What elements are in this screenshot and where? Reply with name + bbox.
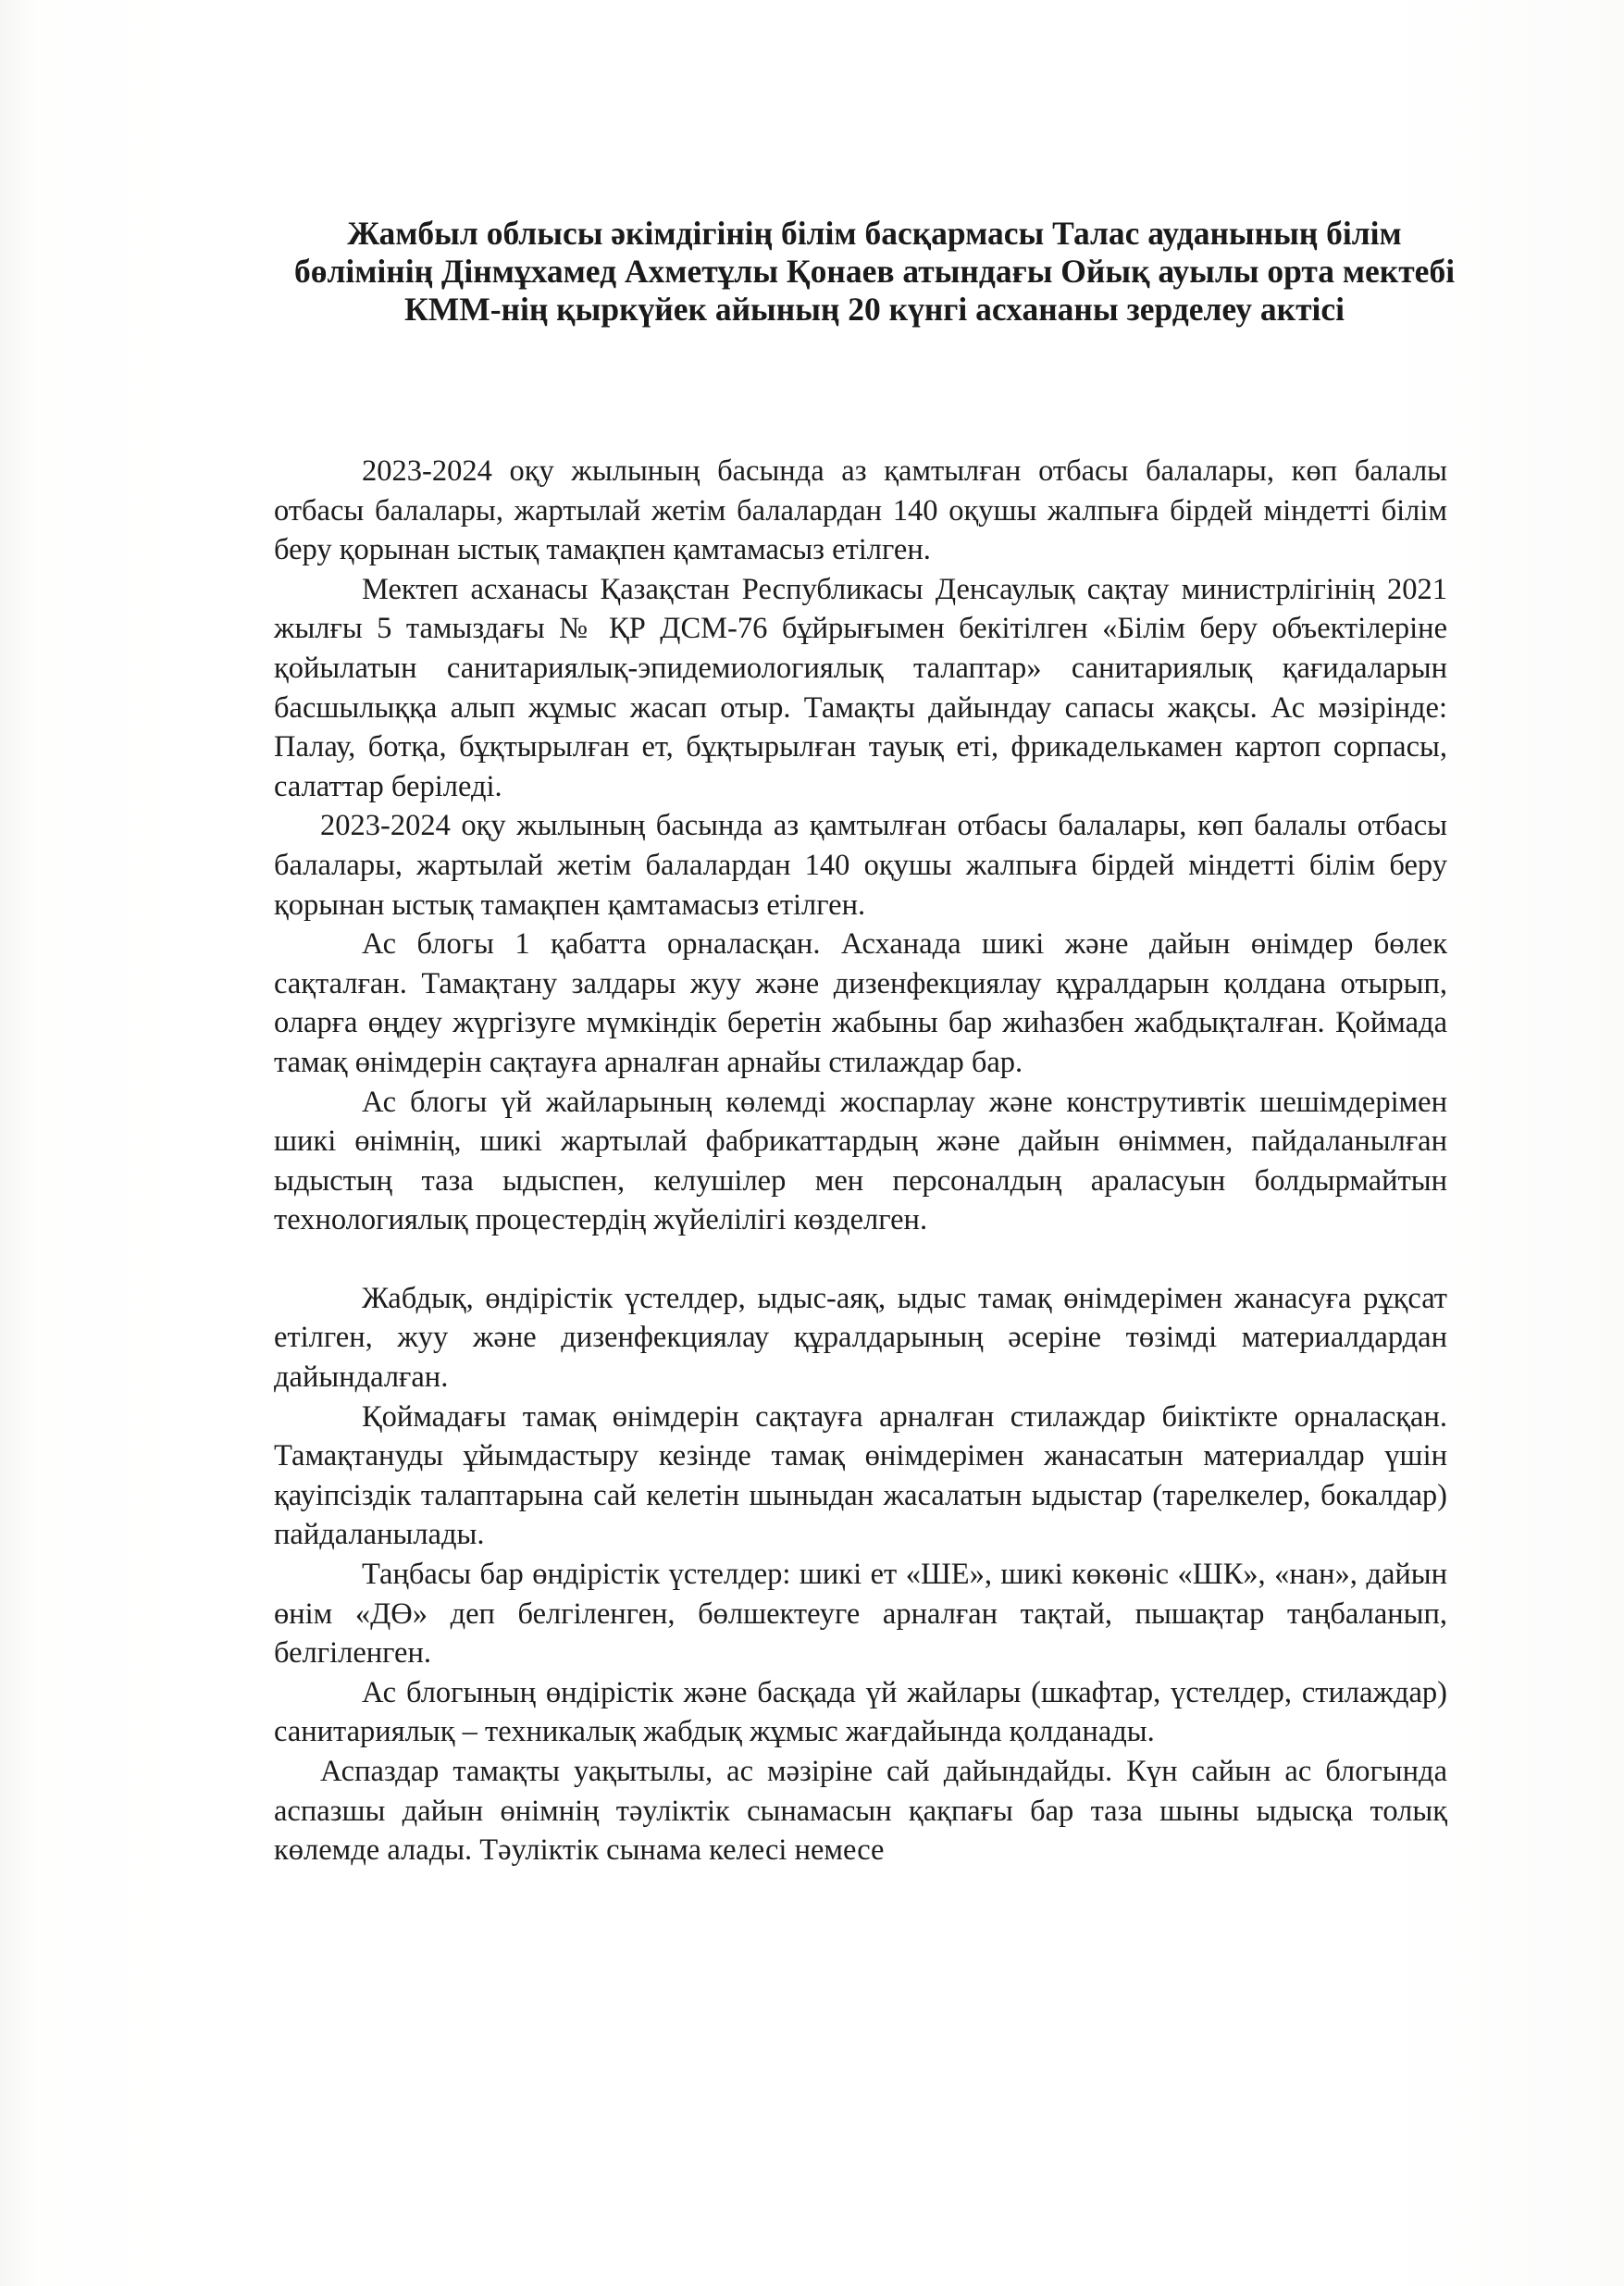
paragraph-10: Аспаздар тамақты уақытылы, ас мәзіріне сай дайындайды. Күн сайын ас блогында аспазшы дайын өнімнің тәуліктік сынамасын қақпағы бар таза шыны ыдысқа толық көлемде алады. Тәуліктік сынама келесі немесе <box>274 1755 1447 1868</box>
paragraph-8: Таңбасы бар өндірістік үстелдер: шикі ет «ШЕ», шикі көкөніс «ШК», «нан», дайын өнім «ДӨ» деп белгіленген, бөлшектеуге арналған тақтай, пышақтар таңбаланып, белгіленген. <box>274 1558 1447 1671</box>
document-body <box>274 452 1447 1870</box>
paragraph-5: Ас блогы үй жайларының көлемді жоспарлау және конструтивтік шешімдерімен шикі өнімнің, шикі жартылай фабрикаттардың және дайын өніммен, пайдаланылған ыдыстың таза ыдыспен, келушілер мен персоналдың араласуын болдырмайтын технологиялық процестердің жүйелілігі көзделген. <box>274 1085 1447 1237</box>
paragraph-2: Мектеп асханасы Қазақстан Республикасы Денсаулық сақтау министрлігінің 2021 жылғы 5 тамыздағы № ҚР ДСМ-76 бұйрығымен бекітілген «Білім беру объектілеріне қойылатын санитариялық-эпидемиологиялық талаптар» санитариялық қағидаларын басшылыққа алып жұмыс жасап отыр. Тамақты дайындау сапасы жақсы. Ас мәзірінде: Палау, ботқа, бұқтырылған ет, бұқтырылған тауық еті, фрикаделькамен картоп сорпасы, салаттар беріледі. <box>274 572 1447 803</box>
paragraph-7: Қоймадағы тамақ өнімдерін сақтауға арналған стилаждар биіктікте орналасқан. Тамақтануды ұйымдастыру кезінде тамақ өнімдерімен жанасатын материалдар үшін қауіпсіздік талаптарына сай келетін шыныдан жасалатын ыдыстар (тарелкелер, бокалдар) пайдаланылады. <box>274 1399 1447 1552</box>
paragraph-9: Ас блогының өндірістік және басқада үй жайлары (шкафтар, үстелдер, стилаждар) санитариялық – техникалық жабдық жұмыс жағдайында қолданады. <box>274 1675 1447 1749</box>
paragraph-1: 2023-2024 оқу жылының басында аз қамтылған отбасы балалары, көп балалы отбасы балалары, жартылай жетім балалардан 140 оқушы жалпыға бірдей міндетті білім беру қорынан ыстық тамақпен қамтамасыз етілген. <box>274 454 1447 567</box>
document-title: Жамбыл облысы әкімдігінің білім басқармасы Талас ауданының білім бөлімінің Дінмұхамед Ахметұлы Қонаев атындағы Ойық ауылы орта мектебі КММ-нің қыркүйек айының 20 күнгі асхананы зерделеу актісі <box>293 215 1456 328</box>
paragraph-6: Жабдық, өндірістік үстелдер, ыдыс-аяқ, ыдыс тамақ өнімдерімен жанасуға рұқсат етілген, жуу және дизенфекциялау құралдарының әсеріне төзімді материалдардан дайындалған. <box>274 1281 1447 1395</box>
paragraph-3: 2023-2024 оқу жылының басында аз қамтылған отбасы балалары, көп балалы отбасы балалары, жартылай жетім балалардан 140 оқушы жалпыға бірдей міндетті білім беру қорынан ыстық тамақпен қамтамасыз етілген. <box>274 809 1447 922</box>
paragraph-4: Ас блогы 1 қабатта орналасқан. Асханада шикі және дайын өнімдер бөлек сақталған. Тамақтану залдары жуу және дизенфекциялау құралдарын қолдана отырып, оларға өңдеу жүргізуге мүмкіндік беретін жабыны бар жиһазбен жабдықталған. Қоймада тамақ өнімдерін сақтауға арналған арнайы стилаждар бар. <box>274 927 1447 1079</box>
